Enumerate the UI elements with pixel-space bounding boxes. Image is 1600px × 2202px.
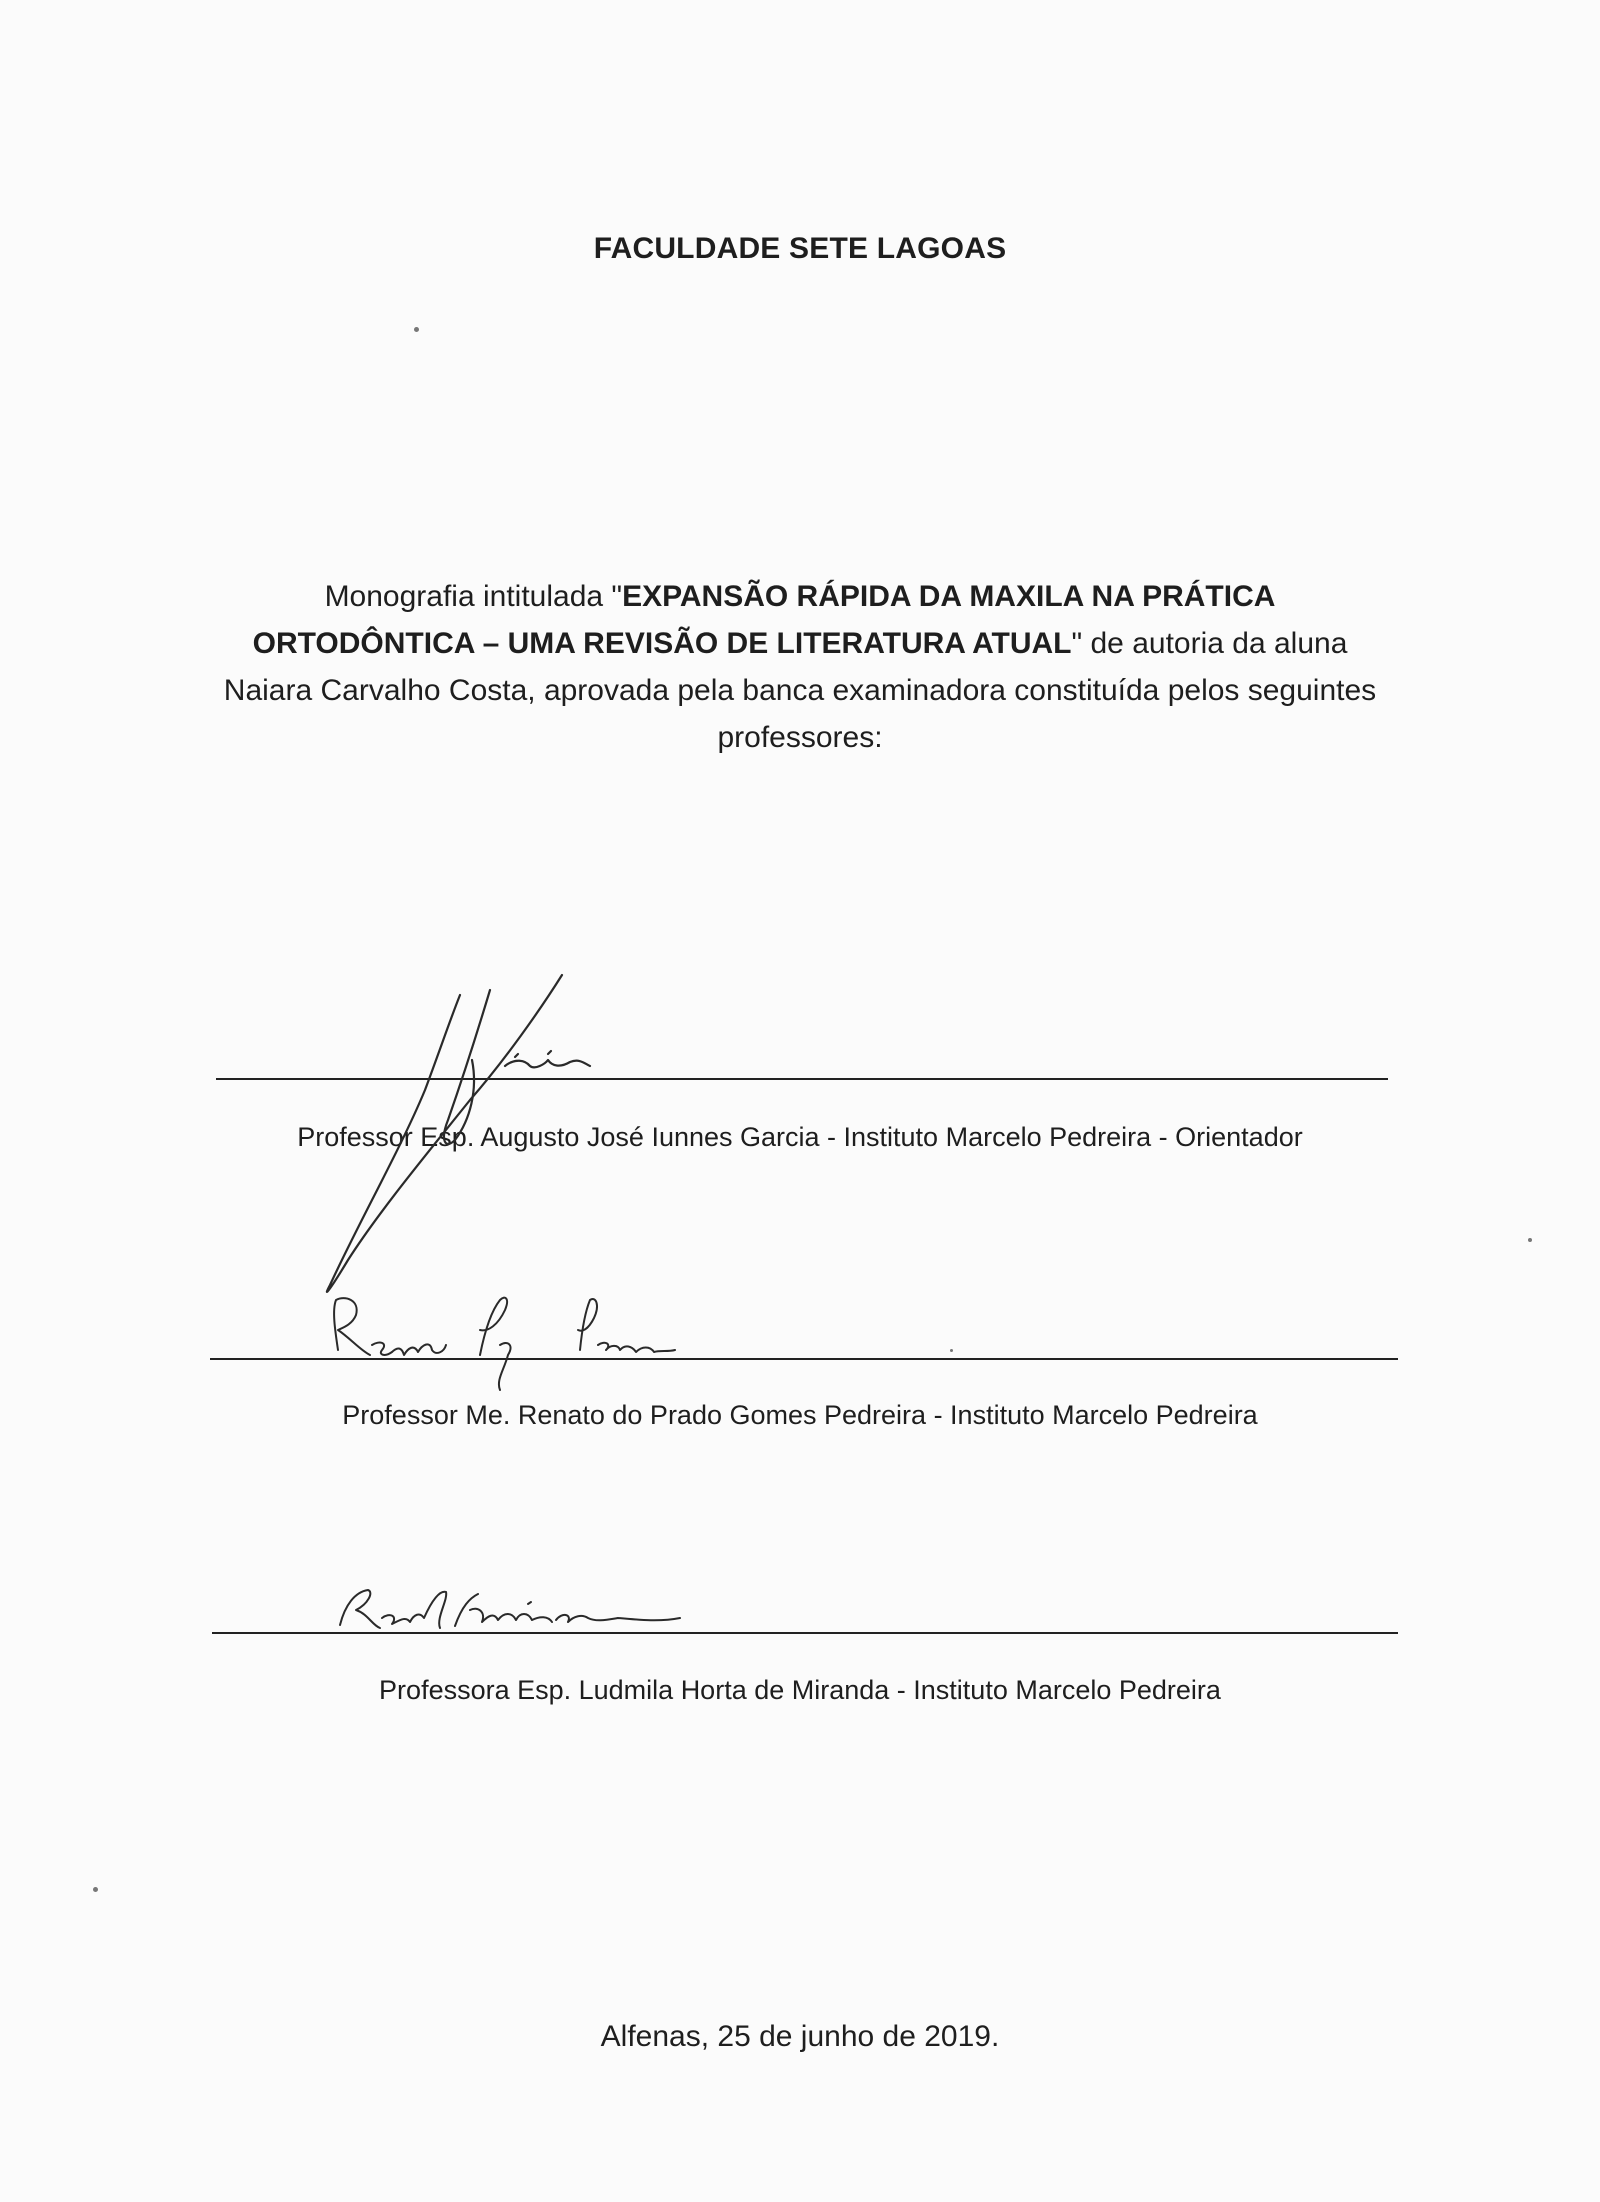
monograph-title: EXPANSÃO RÁPIDA DA MAXILA NA PRÁTICA ORTODÔNTICA – UMA REVISÃO DE LITERATURA ATUAL [252,580,1276,660]
date-line: Alfenas, 25 de junho de 2019. [600,2020,1000,2053]
approval-statement [220,573,1380,761]
approval-outro: " de autoria da aluna Naiara Carvalho Costa, aprovada pela banca examinadora constituída pelos seguintes professores: [223,627,1377,754]
examiner-caption-2: Professor Me. Renato do Prado Gomes Pedreira - Instituto Marcelo Pedreira [342,1400,1258,1430]
signature-3 [340,1590,680,1628]
scan-speck [93,1887,98,1892]
signature-line-2 [210,1358,1398,1360]
signature-2 [334,1298,675,1390]
scan-speck [1528,1238,1532,1242]
examiner-caption-3: Professora Esp. Ludmila Horta de Miranda - Instituto Marcelo Pedreira [379,1675,1221,1705]
institution-heading: FACULDADE SETE LAGOAS [593,232,1007,265]
approval-intro: Monografia intitulada " [324,580,623,613]
signature-line-1 [216,1078,1388,1080]
scan-speck [950,1349,953,1352]
examiner-caption-1: Professor Esp. Augusto José Iunnes Garcia - Instituto Marcelo Pedreira - Orientador [297,1122,1303,1152]
signature-line-3 [212,1632,1398,1634]
scan-speck [414,327,419,332]
